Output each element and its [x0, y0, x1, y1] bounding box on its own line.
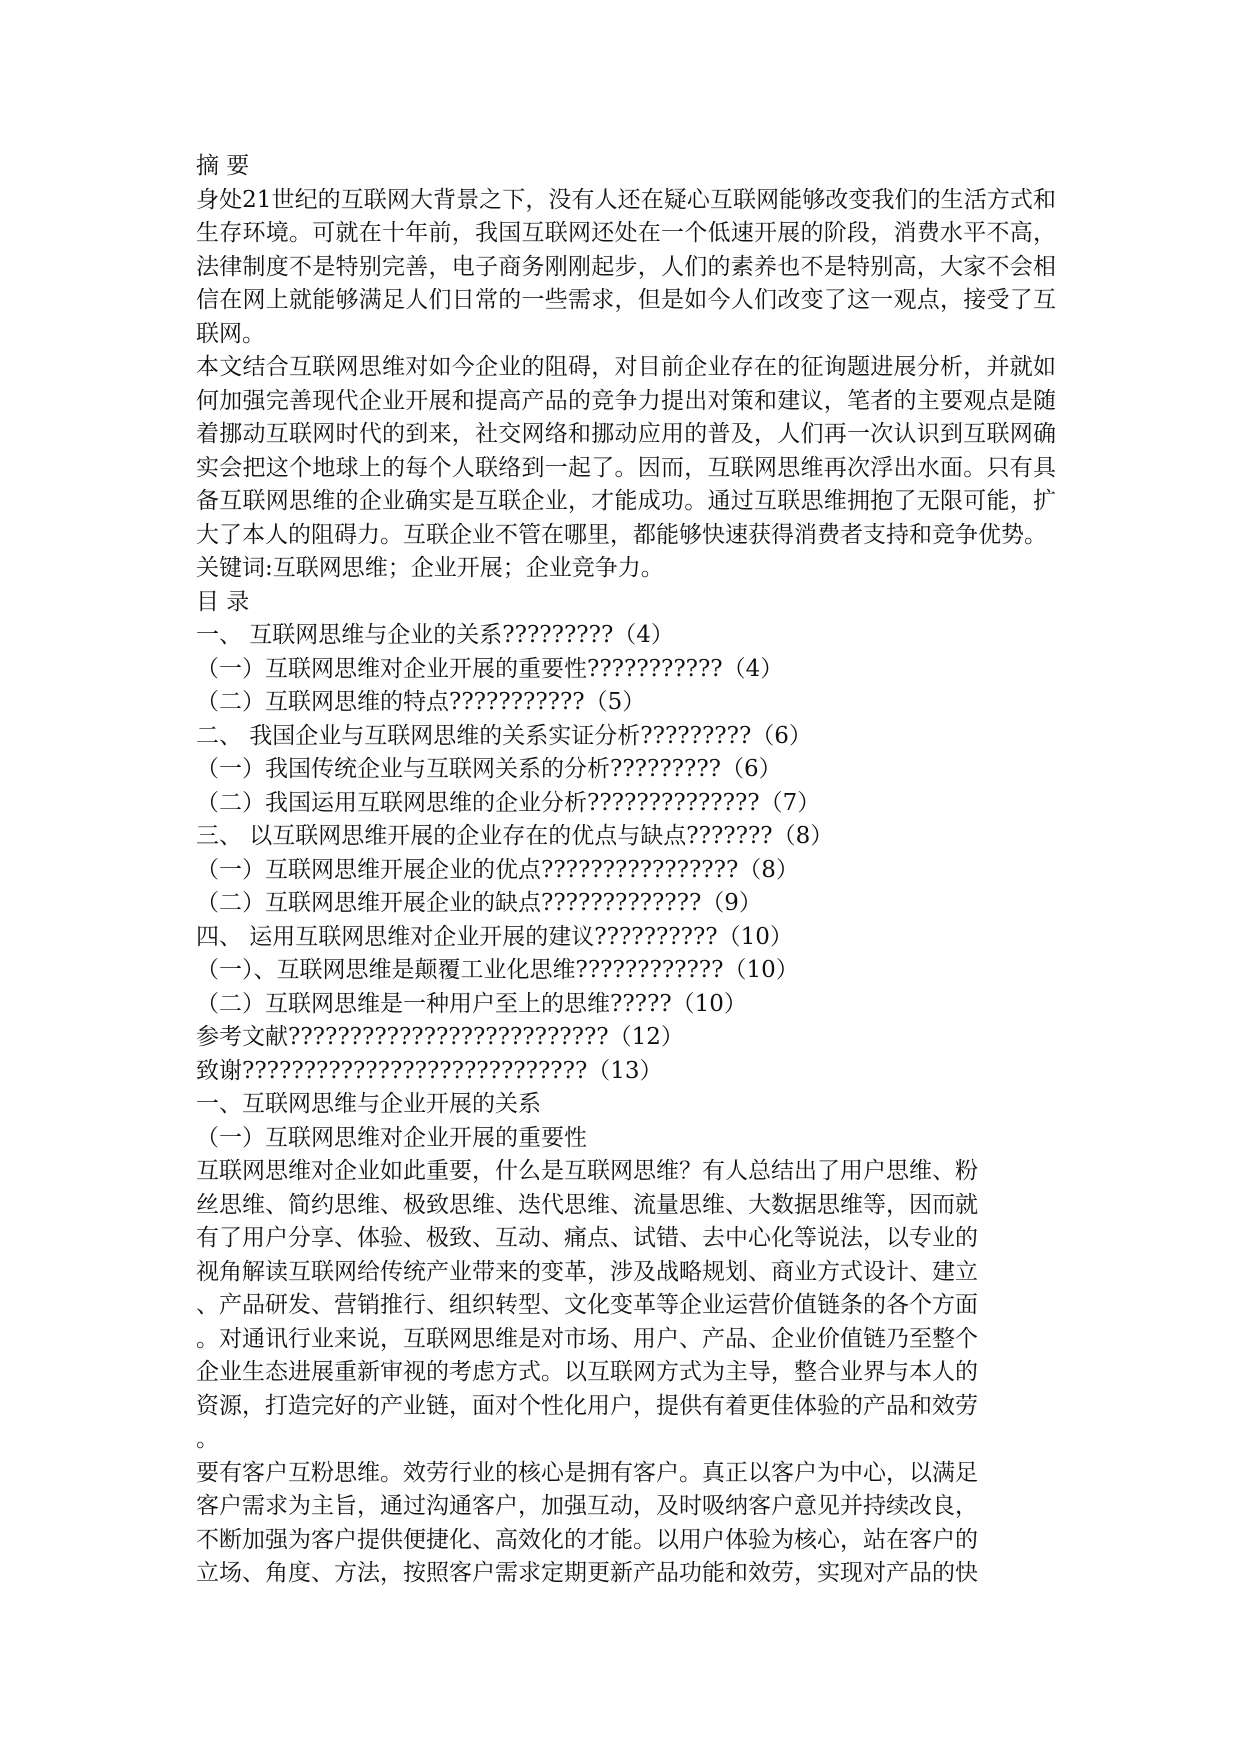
paragraph-line: 丝思维、简约思维、极致思维、迭代思维、流量思维、大数据思维等，因而就 — [196, 1191, 978, 1218]
paragraph-line: 企业生态进展重新审视的考虑方式。以互联网方式为主导，整合业界与本人的 — [196, 1359, 978, 1385]
paragraph-line: 。对通讯行业来说，互联网思维是对市场、用户、产品、企业价值链乃至整个 — [196, 1325, 978, 1352]
toc-item: （一）互联网思维对企业开展的重要性???????????（4） — [196, 655, 784, 682]
toc-item: （一）、互联网思维是颠覆工业化思维????????????（10） — [196, 957, 799, 983]
abstract-paragraph-1: 身处21世纪的互联网大背景之下，没有人还在疑心互联网能够改变我们的生活方式和生存环境。可就在十年前，我国互联网还处在一个低速开展的阶段，消费水平不高，法律制度不是特别完善，电子商务刚刚起步，人们的素养也不是特别高，大家不会相信在网上就能够满足人们日常的一些需求，但是如今人们改变了这一观点，接受了互联网。 — [196, 186, 1056, 347]
subsection-title: （一）互联网思维对企业开展的重要性 — [196, 1124, 587, 1151]
toc-heading: 目 录 — [196, 588, 250, 615]
table-of-contents — [196, 619, 1056, 1088]
paragraph-line: 要有客户互粉思维。效劳行业的核心是拥有客户。真正以客户为中心，以满足 — [196, 1459, 978, 1486]
section-title: 一、互联网思维与企业开展的关系 — [196, 1091, 541, 1117]
paragraph-line: 客户需求为主旨，通过沟通客户，加强互动，及时吸纳客户意见并持续改良， — [196, 1493, 978, 1519]
toc-item: 三、 以互联网思维开展的企业存在的优点与缺点???????（8） — [196, 823, 834, 849]
document-content — [196, 150, 1056, 1591]
body-paragraph-2 — [196, 1457, 1056, 1591]
abstract-paragraph-2: 本文结合互联网思维对如今企业的阻碍，对目前企业存在的征询题进展分析，并就如何加强完善现代企业开展和提高产品的竞争力提出对策和建议，笔者的主要观点是随着挪动互联网时代的到来，社交网络和挪动应用的普及，人们再一次认识到互联网确实会把这个地球上的每个人联络到一起了。因而，互联网思维再次浮出水面。只有具备互联网思维的企业确实是互联企业，才能成功。通过互联思维拥抱了无限可能，扩大了本人的阻碍力。互联企业不管在哪里，都能够快速获得消费者支持和竞争优势。 — [196, 354, 1056, 548]
toc-item: （一）互联网思维开展企业的优点????????????????（8） — [196, 856, 799, 883]
toc-item: 致谢????????????????????????????（13） — [196, 1057, 663, 1084]
paragraph-line: 。 — [196, 1426, 219, 1452]
paragraph-line: 、产品研发、营销推行、组织转型、文化变革等企业运营价值链条的各个方面 — [196, 1292, 978, 1318]
paragraph-line: 视角解读互联网给传统产业带来的变革，涉及战略规划、商业方式设计、建立 — [196, 1258, 978, 1285]
abstract-heading: 摘 要 — [196, 153, 250, 179]
toc-item: （二）我国运用互联网思维的企业分析??????????????（7） — [196, 789, 821, 816]
toc-item: 二、 我国企业与互联网思维的关系实证分析?????????（6） — [196, 722, 812, 749]
paragraph-line: 互联网思维对企业如此重要，什么是互联网思维？有人总结出了用户思维、粉 — [196, 1158, 978, 1184]
body-paragraph-1 — [196, 1155, 1056, 1457]
toc-item: 参考文献??????????????????????????（12） — [196, 1024, 684, 1050]
toc-item: （二）互联网思维的特点???????????（5） — [196, 689, 646, 715]
paragraph-line: 资源，打造完好的产业链，面对个性化用户，提供有着更佳体验的产品和效劳 — [196, 1392, 978, 1419]
paragraph-line: 立场、角度、方法，按照客户需求定期更新产品功能和效劳，实现对产品的快 — [196, 1560, 978, 1586]
toc-item: 四、 运用互联网思维对企业开展的建议??????????（10） — [196, 923, 793, 950]
toc-item: 一、 互联网思维与企业的关系?????????（4） — [196, 622, 674, 648]
keywords: 关键词:互联网思维；企业开展；企业竞争力。 — [196, 555, 664, 581]
paragraph-line: 不断加强为客户提供便捷化、高效化的才能。以用户体验为核心，站在客户的 — [196, 1526, 978, 1553]
toc-item: （一）我国传统企业与互联网关系的分析?????????（6） — [196, 756, 782, 782]
toc-item: （二）互联网思维开展企业的缺点?????????????（9） — [196, 890, 762, 916]
paragraph-line: 有了用户分享、体验、极致、互动、痛点、试错、去中心化等说法，以专业的 — [196, 1225, 978, 1251]
toc-item: （二）互联网思维是一种用户至上的思维?????（10） — [196, 990, 747, 1017]
